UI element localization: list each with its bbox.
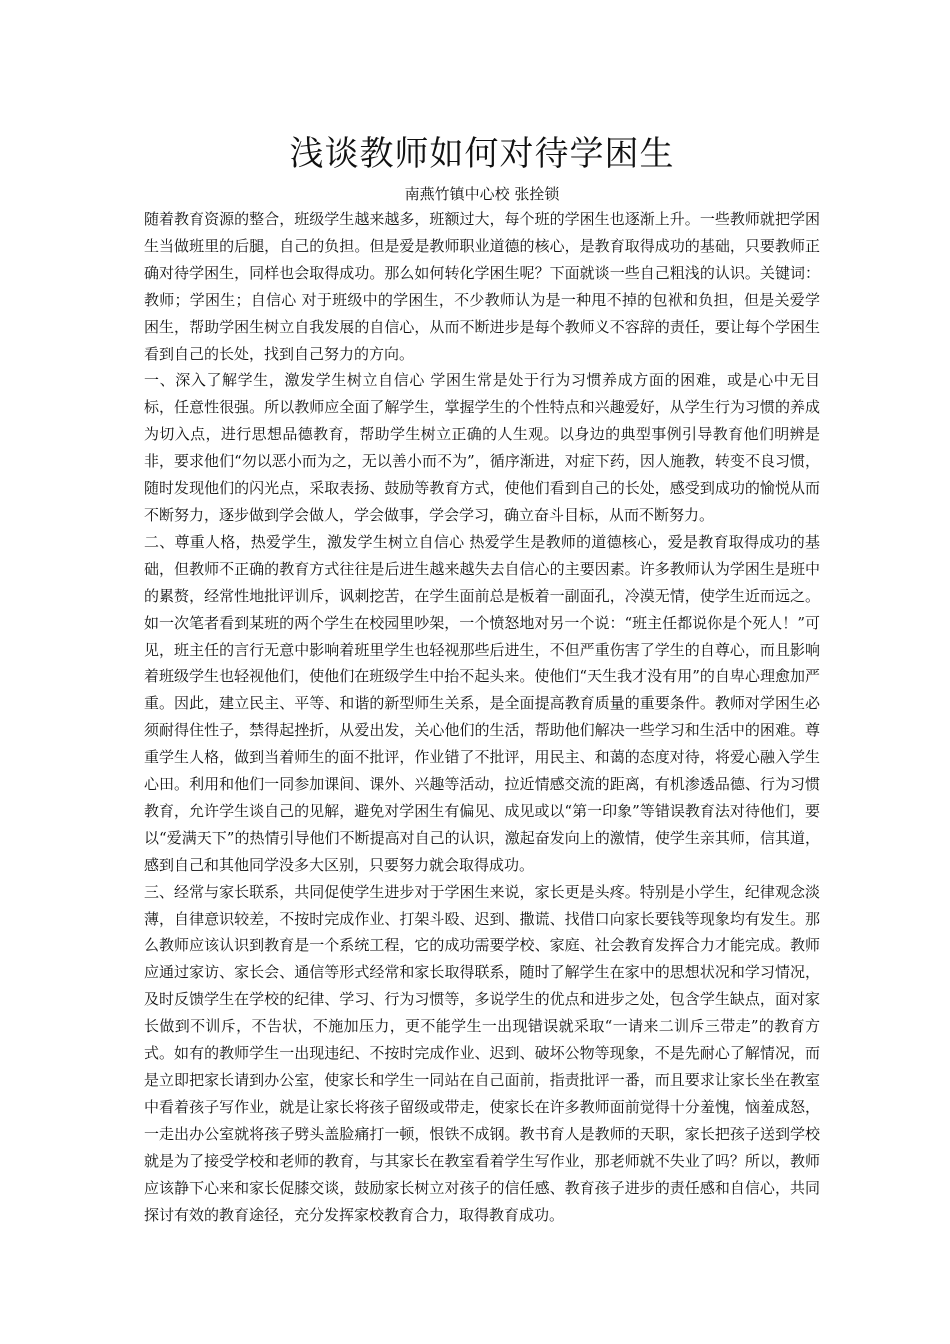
paragraph-section-two: 二、尊重人格，热爱学生，激发学生树立自信心 热爱学生是教师的道德核心，爱是教育取得成功的基础，但教师不正确的教育方式往往是后进生越来越失去自信心的主要因素。许多教师认为学困生是班中的累赘，经常性地批评训斥，讽刺挖苦，在学生面前总是板着一副面孔，冷漠无情，使学生近而远之。如一次笔者看到某班的两个学生在校园里吵架，一个愤怒地对另一个说：“班主任都说你是个死人！”可见，班主任的言行无意中影响着班里学生也轻视那些后进生，不但严重伤害了学生的自尊心，而且影响着班级学生也轻视他们，使他们在班级学生中抬不起头来。使他们“天生我才没有用”的自卑心理愈加严重。因此，建立民主、平等、和谐的新型师生关系，是全面提高教育质量的重要条件。教师对学困生必须耐得住性子，禁得起挫折，从爱出发，关心他们的生活，帮助他们解决一些学习和生活中的困难。尊重学生人格，做到当着师生的面不批评，作业错了不批评，用民主、和蔼的态度对待，将爱心融入学生心田。利用和他们一同参加课间、课外、兴趣等活动，拉近情感交流的距离，有机渗透品德、行为习惯教育，允许学生谈自己的见解，避免对学困生有偏见、成见或以“第一印象”等错误教育法对待他们，要以“爱满天下”的热情引导他们不断提高对自己的认识，激起奋发向上的激情，使学生亲其师，信其道，感到自己和其他同学没多大区别，只要努力就会取得成功。 [144,532,820,874]
document-body [144,206,820,1228]
paragraph-section-three: 三、经常与家长联系，共同促使学生进步对于学困生来说，家长更是头疼。特别是小学生，纪律观念淡薄，自律意识较差，不按时完成作业、打架斗殴、迟到、撒谎、找借口向家长要钱等现象均有发生。那么教师应该认识到教育是一个系统工程，它的成功需要学校、家庭、社会教育发挥合力才能完成。教师应通过家访、家长会、通信等形式经常和家长取得联系，随时了解学生在家中的思想状况和学习情况，及时反馈学生在学校的纪律、学习、行为习惯等，多说学生的优点和进步之处，包含学生缺点，面对家长做到不训斥，不告状，不施加压力，更不能学生一出现错误就采取“一请来二训斥三带走”的教育方式。如有的教师学生一出现违纪、不按时完成作业、迟到、破坏公物等现象，不是先耐心了解情况，而是立即把家长请到办公室，使家长和学生一同站在自己面前，指责批评一番，而且要求让家长坐在教室中看着孩子写作业，就是让家长将孩子留级或带走，使家长在许多教师面前觉得十分羞愧，恼羞成怒，一走出办公室就将孩子劈头盖脸痛打一顿，恨铁不成钢。教书育人是教师的天职，家长把孩子送到学校就是为了接受学校和老师的教育，与其家长在教室看着学生写作业，那老师就不失业了吗？所以，教师应该静下心来和家长促膝交谈，鼓励家长树立对孩子的信任感、教育孩子进步的责任感和自信心，共同探讨有效的教育途径，充分发挥家校教育合力，取得教育成功。 [144,882,820,1224]
document-author: 南燕竹镇中心校 张拴锁 [404,185,560,203]
paragraph-section-one: 一、深入了解学生，激发学生树立自信心 学困生常是处于行为习惯养成方面的困难，或是心中无目标，任意性很强。所以教师应全面了解学生，掌握学生的个性特点和兴趣爱好，从学生行为习惯的养成为切入点，进行思想品德教育，帮助学生树立正确的人生观。以身边的典型事例引导教育他们明辨是非，要求他们“勿以恶小而为之，无以善小而不为”，循序渐进，对症下药，因人施教，转变不良习惯，随时发现他们的闪光点，采取表扬、鼓励等教育方式，使他们看到自己的长处，感受到成功的愉悦从而不断努力，逐步做到学会做人，学会做事，学会学习，确立奋斗目标，从而不断努力。 [144,371,820,524]
paragraph-introduction: 随着教育资源的整合，班级学生越来越多，班额过大，每个班的学困生也逐渐上升。一些教师就把学困生当做班里的后腿，自己的负担。但是爱是教师职业道德的核心，是教育取得成功的基础，只要教师正确对待学困生，同样也会取得成功。那么如何转化学困生呢？下面就谈一些自己粗浅的认识。关键词：教师；学困生；自信心 对于班级中的学困生，不少教师认为是一种甩不掉的包袱和负担，但是关爱学困生，帮助学困生树立自我发展的自信心，从而不断进步是每个教师义不容辞的责任，要让每个学困生看到自己的长处，找到自己努力的方向。 [144,210,820,363]
document-title: 浅谈教师如何对待学困生 [289,134,675,174]
document-page [144,118,820,1228]
